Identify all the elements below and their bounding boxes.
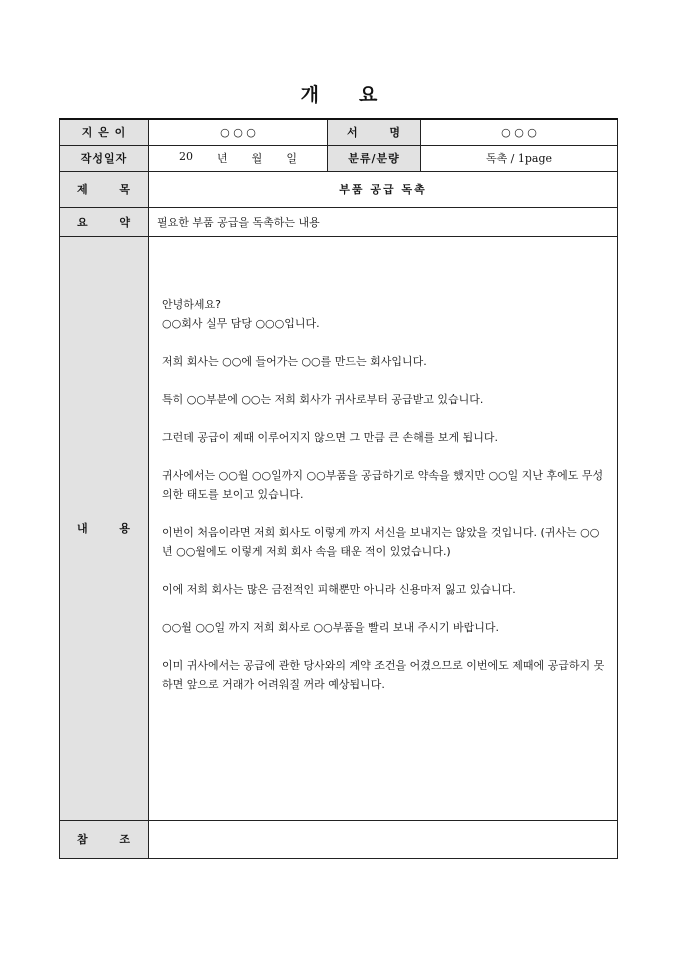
date-value xyxy=(149,145,328,171)
content-body xyxy=(149,236,618,820)
date-year: 20 xyxy=(179,150,193,163)
category-value: 독촉 / 1page xyxy=(421,145,618,171)
summary-value: 필요한 부품 공급을 독촉하는 내용 xyxy=(149,207,618,236)
greeting-block xyxy=(162,295,605,333)
document-title-part-2: 요 xyxy=(359,84,380,106)
paragraph-5: 이번이 처음이라면 저희 회사도 이렇게 까지 서신을 보내지는 않았을 것입니다. (귀사는 ○○년 ○○월에도 이렇게 저희 회사 속을 태운 적이 있었습니다.) xyxy=(162,525,600,558)
paragraph-6: 이에 저희 회사는 많은 금전적인 피해뿐만 아니라 신용마저 잃고 있습니다. xyxy=(162,582,516,596)
date-year-unit: 년 xyxy=(217,152,228,165)
sign-label: 서 명 xyxy=(328,119,421,145)
author-row xyxy=(60,119,618,145)
sign-value: ○ ○ ○ xyxy=(421,119,618,145)
reference-value xyxy=(149,820,618,858)
summary-row xyxy=(60,207,618,236)
reference-row xyxy=(60,820,618,858)
category-label: 분류/분량 xyxy=(328,145,421,171)
document-title xyxy=(0,80,680,107)
subject-label: 제 목 xyxy=(60,171,149,207)
paragraph-7: ○○월 ○○일 까지 저희 회사로 ○○부품을 빨리 보내 주시기 바랍니다. xyxy=(162,620,499,634)
paragraph-8: 이미 귀사에서는 공급에 관한 당사와의 계약 조건을 어겼으므로 이번에도 제때에 공급하지 못하면 앞으로 거래가 어려워질 꺼라 예상됩니다. xyxy=(162,658,605,691)
greeting-line-1: 안녕하세요? xyxy=(162,297,221,311)
content-label: 내 용 xyxy=(60,236,149,820)
subject-row xyxy=(60,171,618,207)
author-label: 지 은 이 xyxy=(60,119,149,145)
paragraph-4: 귀사에서는 ○○월 ○○일까지 ○○부품을 공급하기로 약속을 했지만 ○○일 지난 후에도 무성의한 태도를 보이고 있습니다. xyxy=(162,468,604,501)
author-value: ○ ○ ○ xyxy=(149,119,328,145)
greeting-line-2: ○○회사 실무 담당 ○○○입니다. xyxy=(162,316,320,330)
date-label: 작성일자 xyxy=(60,145,149,171)
paragraph-3: 그런데 공급이 제때 이루어지지 않으면 그 만큼 큰 손해를 보게 됩니다. xyxy=(162,430,498,444)
content-row xyxy=(60,236,618,820)
document-title-part-1: 개 xyxy=(300,84,321,106)
date-row xyxy=(60,145,618,171)
subject-value: 부품 공급 독촉 xyxy=(149,171,618,207)
summary-label: 요 약 xyxy=(60,207,149,236)
paragraph-2: 특히 ○○부분에 ○○는 저희 회사가 귀사로부터 공급받고 있습니다. xyxy=(162,392,484,406)
overview-form-table xyxy=(59,118,618,859)
date-day-unit: 일 xyxy=(286,152,297,165)
paragraph-1: 저희 회사는 ○○에 들어가는 ○○를 만드는 회사입니다. xyxy=(162,354,427,368)
reference-label: 참 조 xyxy=(60,820,149,858)
date-month-unit: 월 xyxy=(251,152,263,165)
